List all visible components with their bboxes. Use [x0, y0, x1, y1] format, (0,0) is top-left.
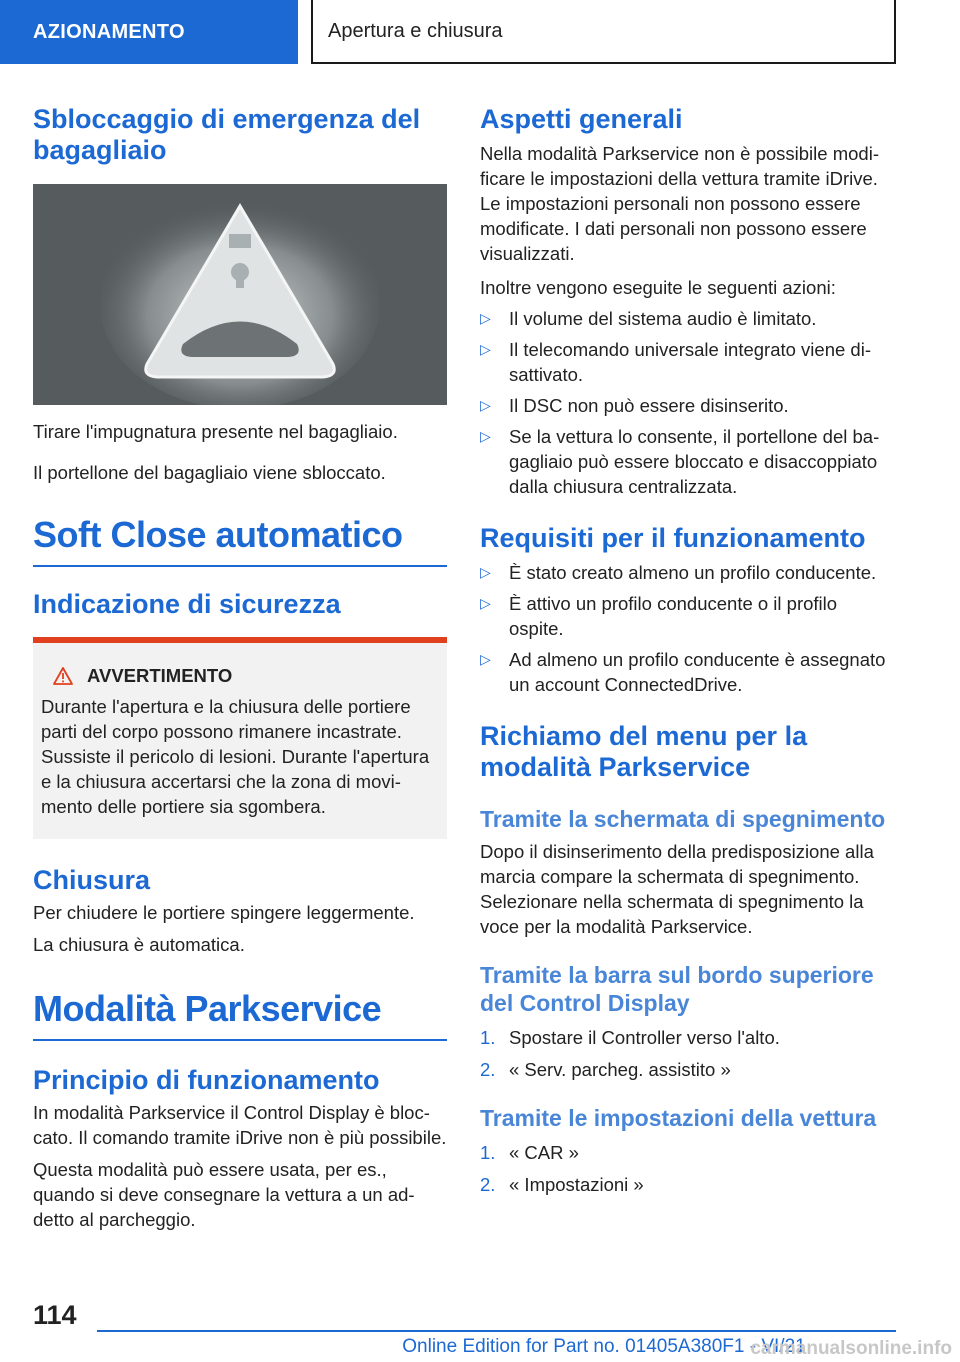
left-column	[33, 100, 447, 1232]
section-label: Apertura e chiusura	[328, 19, 503, 42]
page-number: 114	[33, 1300, 77, 1330]
bullet-arrow-icon: ▷	[480, 397, 491, 413]
top-bar-steps	[480, 1025, 894, 1082]
principle-heading: Principio di funzionamento	[33, 1065, 380, 1095]
principle-text-2: Questa modalità può essere usata, per es., quando si deve consegnare la vettura a un addetto al parcheggio.	[33, 1159, 415, 1230]
warning-title-row	[41, 663, 437, 688]
bullet-arrow-icon: ▷	[480, 595, 491, 611]
bullet-arrow-icon: ▷	[480, 651, 491, 667]
general-text-1: Nella modalità Parkservice non è possibile modificare le impostazioni della vettura tramite iDrive. Le impostazioni personali non possono essere modificate. I dati personali non possono essere visualizzati.	[480, 143, 879, 264]
requirements-list	[480, 560, 894, 697]
bullet-arrow-icon: ▷	[480, 428, 491, 444]
closing-text-1: Per chiudere le portiere spingere leggermente.	[33, 902, 415, 923]
chapter-tab	[0, 0, 298, 64]
footer-divider	[97, 1330, 896, 1332]
warning-title: AVVERTIMENTO	[87, 665, 233, 686]
closing-text-2: La chiusura è automatica.	[33, 934, 245, 955]
parkservice-heading: Modalità Parkservice	[33, 989, 447, 1041]
warning-text: Durante l'apertura e la chiusura delle portiere parti del corpo possono rimanere incastrate. Sussiste il pericolo di lesioni. Durante l'apertura e la chiusura accertarsi che la zona di movimento delle portiere sia sgombera.	[41, 696, 430, 817]
list-item: 1. « CAR »	[480, 1142, 579, 1163]
section-header	[311, 0, 896, 64]
list-item: ▷ Il DSC non può essere disinserito.	[480, 395, 789, 416]
list-item: 2. « Serv. parcheg. assistito »	[480, 1059, 731, 1080]
vehicle-settings-steps	[480, 1140, 894, 1197]
watermark: carmanualsonline.info	[750, 1338, 952, 1359]
safety-heading: Indicazione di sicurezza	[33, 589, 341, 619]
list-item: ▷ Il telecomando universale integrato viene disattivato.	[480, 339, 871, 385]
list-item: ▷ Ad almeno un profilo conducente è assegnato un account ConnectedDrive.	[480, 649, 886, 695]
list-item: 2. « Impostazioni »	[480, 1174, 644, 1195]
list-item: ▷ Se la vettura lo consente, il portellone del bagagliaio può essere bloccato e disaccoppiato dalla chiusura centralizzata.	[480, 426, 880, 497]
chapter-label: AZIONAMENTO	[33, 20, 185, 43]
principle-text-1: In modalità Parkservice il Control Display è bloccato. Il comando tramite iDrive non è più possibile.	[33, 1102, 447, 1148]
general-text-2: Inoltre vengono eseguite le seguenti azioni:	[480, 277, 836, 298]
bullet-arrow-icon: ▷	[480, 341, 491, 357]
list-item: ▷ Il volume del sistema audio è limitato.	[480, 308, 817, 329]
trunk-release-handle-illustration	[33, 184, 447, 405]
closing-heading: Chiusura	[33, 865, 151, 895]
requirements-heading: Requisiti per il funzionamento	[480, 523, 866, 553]
trunk-release-handle-image	[33, 184, 447, 405]
list-item: ▷ È stato creato almeno un profilo conducente.	[480, 562, 877, 583]
edition-note: Online Edition for Part no. 01405A380F1 - VI/21	[402, 1336, 806, 1357]
emergency-caption-1: Tirare l'impugnatura presente nel bagagliaio.	[33, 421, 398, 442]
right-column	[480, 100, 894, 1197]
emergency-caption-2: Il portellone del bagagliaio viene sbloccato.	[33, 462, 386, 483]
list-item: 1. Spostare il Controller verso l'alto.	[480, 1027, 780, 1048]
soft-close-heading: Soft Close automatico	[33, 515, 447, 567]
vehicle-settings-heading: Tramite le impostazioni della vettura	[480, 1105, 877, 1131]
general-heading: Aspetti generali	[480, 104, 683, 134]
menu-heading: Richiamo del menu per la modalità Parkservice	[480, 721, 808, 782]
bullet-arrow-icon: ▷	[480, 310, 491, 326]
shutdown-screen-text: Dopo il disinserimento della predisposizione alla marcia compare la schermata di spegnimento. Selezionare nella schermata di spegnimento la voce per la modalità Parkservice.	[480, 841, 874, 937]
warning-box	[33, 637, 447, 839]
top-bar-heading: Tramite la barra sul bordo superiore del Control Display	[480, 962, 874, 1016]
list-item: ▷ È attivo un profilo conducente o il profilo ospite.	[480, 593, 838, 639]
warning-triangle-icon	[53, 667, 73, 685]
bullet-arrow-icon: ▷	[480, 564, 491, 580]
general-actions-list	[480, 306, 894, 499]
emergency-release-heading: Sbloccaggio di emergenza del bagagliaio	[33, 104, 421, 165]
shutdown-screen-heading: Tramite la schermata di spegnimento	[480, 806, 886, 832]
